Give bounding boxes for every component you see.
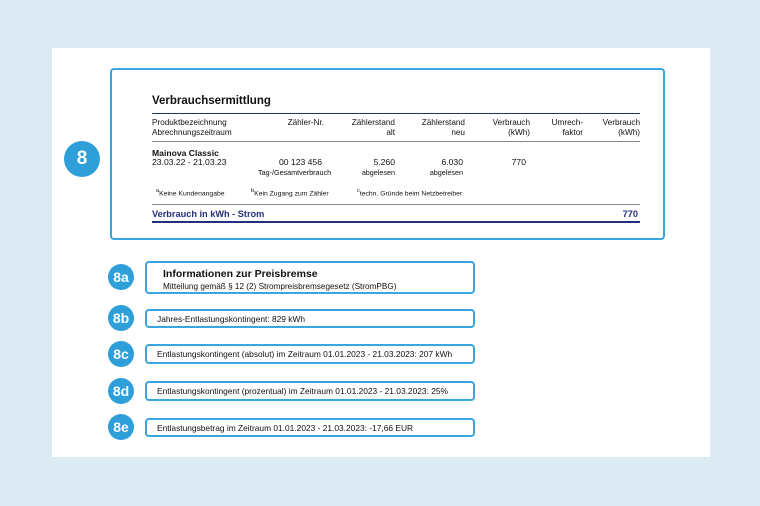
footnote-c: $^c$techn. Gründe beim Netzbetreiber — [357, 188, 463, 198]
footnote-a: $^a$Keine Kundenangabe — [156, 188, 225, 198]
old-reading-note: abgelesen — [361, 168, 395, 177]
section-badge-8: 8 — [64, 141, 100, 177]
price-brake-title: Informationen zur Preisbremse — [163, 268, 318, 280]
header-meter: Zähler-Nr. — [287, 118, 324, 127]
total-bottom-rule — [152, 221, 640, 223]
total-label: Verbrauch in kWh - Strom — [152, 209, 265, 219]
row-rule — [152, 141, 640, 142]
percentage-relief-quota-text: Entlastungskontingent (prozentual) im Zeitraum 01.01.2023 - 21.03.2023: 25% — [157, 386, 448, 396]
header-usage-final: Verbrauch (kWh) — [602, 118, 640, 137]
total-top-rule — [152, 204, 640, 205]
absolute-relief-quota-box — [145, 344, 475, 364]
usage-value: 770 — [511, 157, 526, 167]
price-brake-info-box — [145, 261, 475, 294]
total-value: 770 — [622, 209, 638, 219]
billing-period: 23.03.22 - 21.03.23 — [152, 157, 227, 167]
meter-number: 00 123 456 — [278, 157, 322, 167]
relief-amount-box — [145, 418, 475, 437]
badge-8e: 8e — [108, 414, 134, 440]
header-usage: Verbrauch (kWh) — [492, 118, 530, 137]
consumption-panel — [110, 68, 665, 240]
header-product: Produktbezeichnung Abrechnungszeitraum — [152, 118, 232, 137]
meter-note: Tag-/Gesamtverbrauch — [258, 168, 332, 177]
badge-8a: 8a — [108, 264, 134, 290]
new-reading-value: 6.030 — [441, 157, 463, 167]
absolute-relief-quota-text: Entlastungskontingent (absolut) im Zeitraum 01.01.2023 - 21.03.2023: 207 kWh — [157, 349, 453, 359]
badge-8d: 8d — [108, 378, 134, 404]
old-reading-value: 5.260 — [373, 157, 395, 167]
badge-8b: 8b — [108, 305, 134, 331]
product-name: Mainova Classic — [152, 148, 219, 158]
header-old-reading: Zählerstand alt — [351, 118, 395, 137]
footnote-b: $^b$Kein Zugang zum Zähler — [251, 188, 329, 198]
badge-8c: 8c — [108, 341, 134, 367]
percentage-relief-quota-box — [145, 381, 475, 401]
annual-relief-quota-box — [145, 309, 475, 328]
header-new-reading: Zählerstand neu — [421, 118, 465, 137]
header-factor: Umrech- faktor — [551, 118, 583, 137]
header-rule — [152, 113, 640, 114]
relief-amount-text: Entlastungsbetrag im Zeitraum 01.01.2023 - 21.03.2023: -17,66 EUR — [157, 422, 414, 433]
annual-relief-quota-text: Jahres-Entlastungskontingent: 829 kWh — [157, 313, 306, 324]
panel-title: Verbrauchsermittlung — [152, 95, 271, 107]
new-reading-note: abgelesen — [429, 168, 463, 177]
price-brake-subtitle: Mitteilung gemäß § 12 (2) Strompreisbremsegesetz (StromPBG) — [163, 282, 397, 291]
